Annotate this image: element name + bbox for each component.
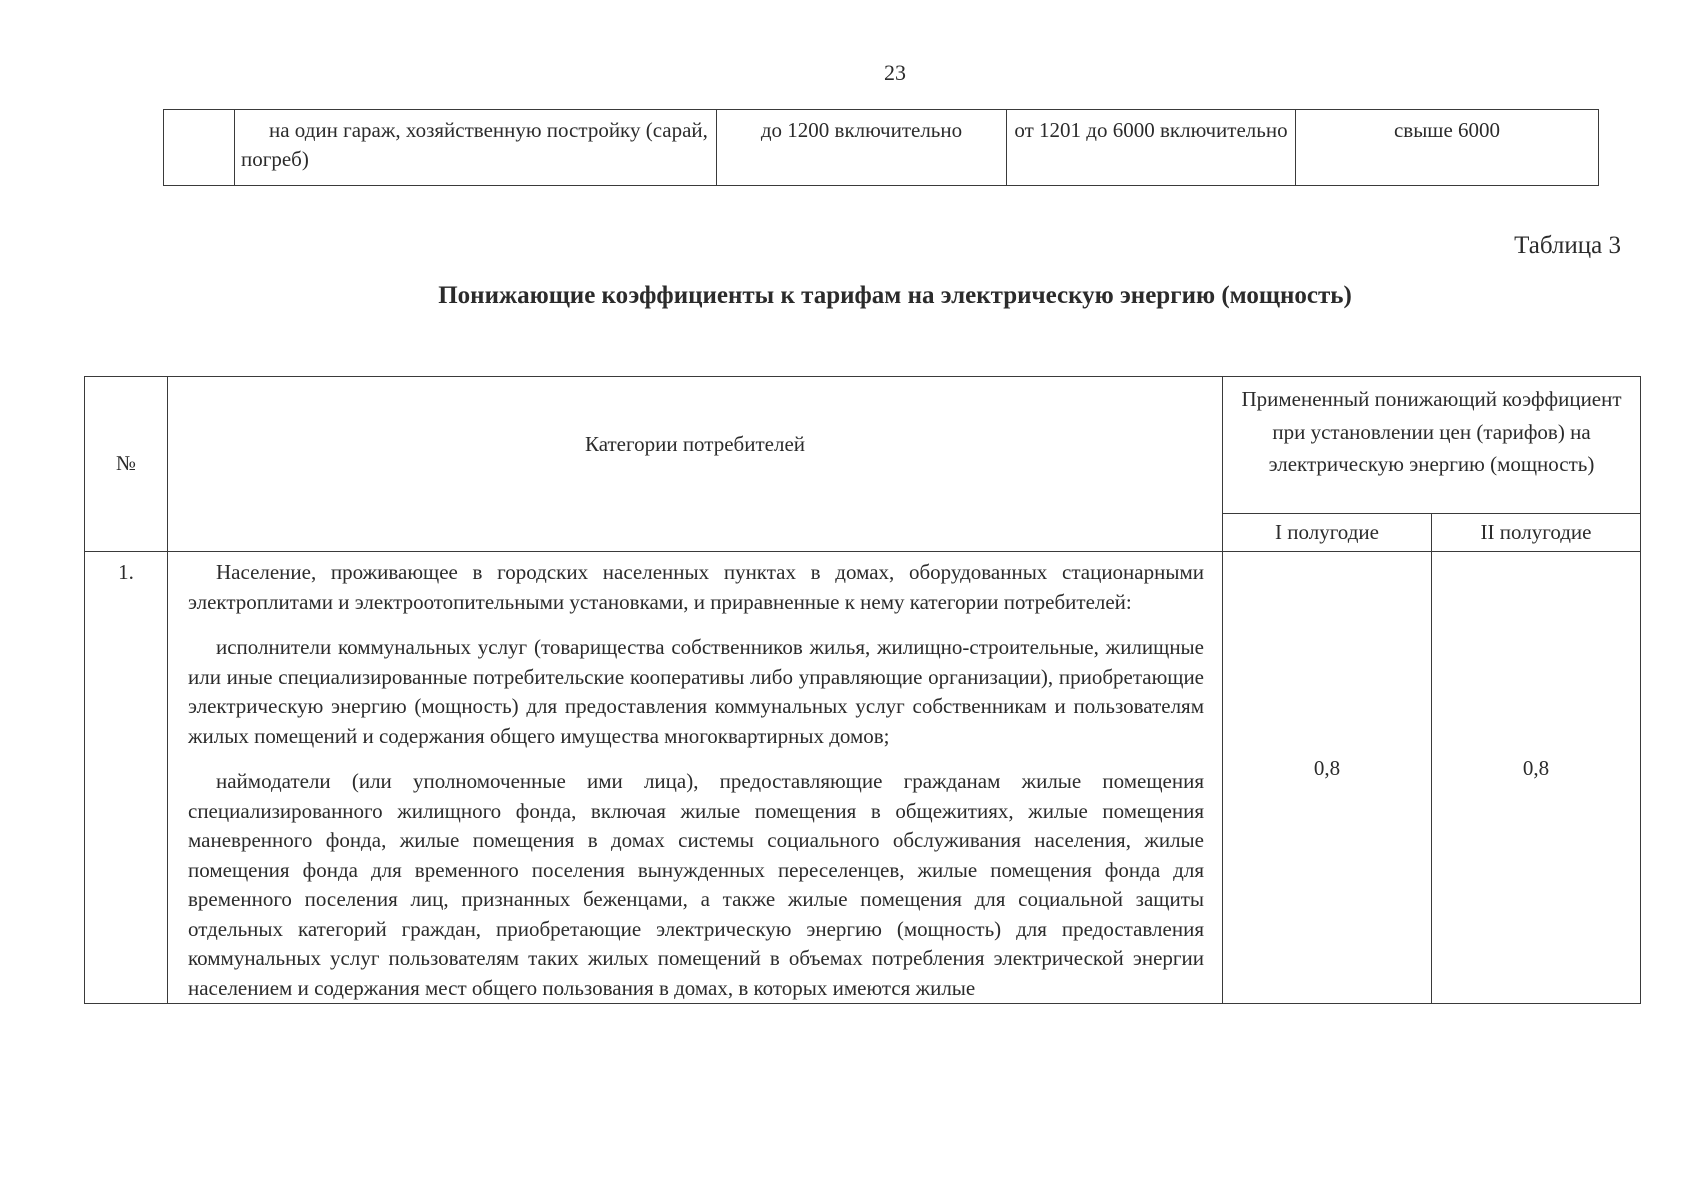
object-text: на один гараж, хозяйственную постройку (сарай, погреб) xyxy=(241,118,708,171)
table-title: Понижающие коэффициенты к тарифам на электрическую энергию (мощность) xyxy=(438,282,1352,309)
table-caption: Таблица 3 xyxy=(1514,232,1621,259)
table-row xyxy=(164,110,1599,186)
header-row xyxy=(85,377,1641,514)
range-3-cell: свыше 6000 xyxy=(1296,110,1599,186)
row-number: 1. xyxy=(85,552,168,1004)
header-half-2: II полугодие xyxy=(1432,514,1641,552)
category-paragraph: исполнители коммунальных услуг (товарищества собственников жилья, жилищно-строительные, жилищные или иные специализированные потребительские кооперативы либо управляющие организации), приобретающие электрическую энергию (мощность) для предоставления коммунальных услуг собственникам и пользователям жилых помещений и содержания общего имущества многоквартирных домов; xyxy=(188,635,1204,748)
object-cell xyxy=(235,110,717,186)
header-half-1: I полугодие xyxy=(1223,514,1432,552)
coefficient-half-1: 0,8 xyxy=(1223,552,1432,1004)
range-1-cell: до 1200 включительно xyxy=(717,110,1007,186)
tariff-range-table-continuation xyxy=(163,109,1599,186)
category-paragraph: наймодатели (или уполномоченные ими лица), предоставляющие гражданам жилые помещения специализированного жилищного фонда, включая жилые помещения в общежитиях, жилые помещения маневренного фонда, жилые помещения в домах системы социального обслуживания населения, жилые помещения фонда для временного поселения вынужденных переселенцев, жилые помещения фонда для временного поселения лиц, признанных беженцами, а также жилые помещения для социальной защиты отдельных категорий граждан, приобретающие электрическую энергию (мощность) для предоставления коммунальных услуг пользователям таких жилых помещений в объемах потребления электрической энергии населением и содержания мест общего пользования в домах, в которых имеются жилые xyxy=(188,769,1204,1000)
coefficient-half-2: 0,8 xyxy=(1432,552,1641,1004)
header-category: Категории потребителей xyxy=(168,377,1223,552)
coefficients-table xyxy=(84,376,1641,1004)
row-number-cell xyxy=(164,110,235,186)
category-cell xyxy=(168,552,1223,1004)
header-coefficient: Примененный понижающий коэффициент при установлении цен (тарифов) на электрическую энергию (мощность) xyxy=(1223,377,1641,514)
table-row xyxy=(85,552,1641,1004)
range-2-cell: от 1201 до 6000 включительно xyxy=(1007,110,1296,186)
header-number: № xyxy=(85,377,168,552)
page-number: 23 xyxy=(884,60,906,85)
category-paragraph: Население, проживающее в городских населенных пунктах в домах, оборудованных стационарными электроплитами и электроотопительными установками, и приравненные к нему категории потребителей: xyxy=(188,560,1204,614)
